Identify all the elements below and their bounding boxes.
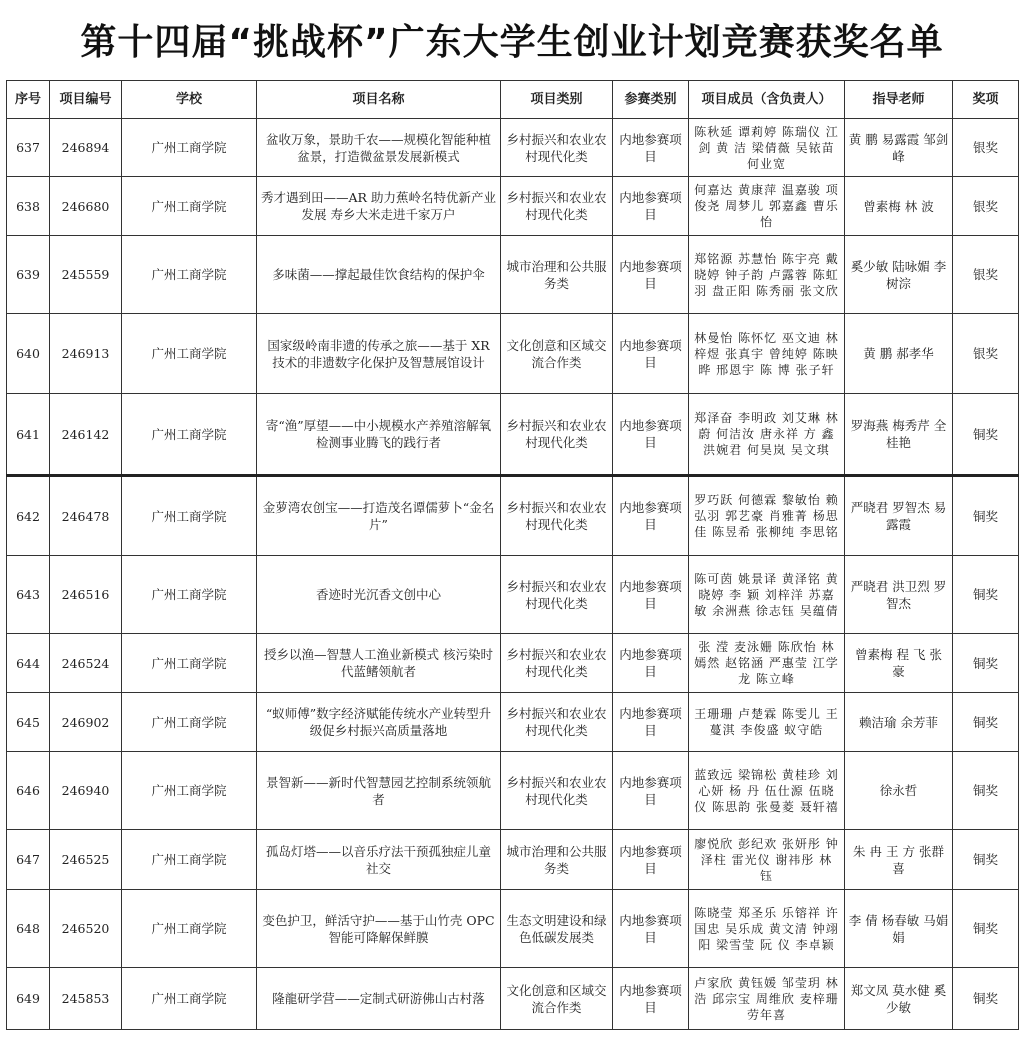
cell-code: 246680 [50,177,122,236]
cell-code: 246142 [50,394,122,476]
cell-project: “蚁师傅”数字经济赋能传统水产业转型升 级促乡村振兴高质量落地 [257,693,501,752]
cell-project: 变色护卫，鲜活守护——基于山竹壳 OPC 智能可降解保鲜膜 [257,890,501,968]
cell-project: 景智新——新时代智慧园艺控制系统领航者 [257,752,501,830]
table-row [7,476,1019,556]
cell-award: 银奖 [953,119,1019,177]
cell-teachers: 赖洁瑜 余芳菲 [845,693,953,752]
cell-school: 广州工商学院 [122,693,257,752]
cell-school: 广州工商学院 [122,177,257,236]
cell-teachers: 朱 冉 王 方 张群喜 [845,830,953,890]
cell-members: 郑铭源 苏慧怡 陈宇亮 戴晓婷 钟子韵 卢露蓉 陈虹羽 盘正阳 陈秀丽 张文欣 [689,236,845,314]
cell-code: 246520 [50,890,122,968]
cell-code: 246478 [50,476,122,556]
cell-members: 王珊珊 卢楚霖 陈雯儿 王蔓淇 李俊盛 蚁守皓 [689,693,845,752]
cell-seq: 642 [7,476,50,556]
cell-category: 文化创意和区域交流合作类 [501,968,613,1030]
cell-award: 铜奖 [953,556,1019,634]
cell-award: 铜奖 [953,968,1019,1030]
cell-entry: 内地参赛项目 [613,693,689,752]
cell-project: 金萝湾农创宝——打造茂名谭儒萝卜“金名片” [257,476,501,556]
cell-teachers: 曾素梅 林 波 [845,177,953,236]
table-row [7,556,1019,634]
cell-entry: 内地参赛项目 [613,394,689,476]
cell-members: 蓝致远 梁锦松 黄桂珍 刘心妍 杨 丹 伍仕源 伍晓仪 陈思韵 张曼菱 聂轩禧 [689,752,845,830]
cell-school: 广州工商学院 [122,634,257,693]
cell-entry: 内地参赛项目 [613,119,689,177]
cell-seq: 644 [7,634,50,693]
table-row [7,314,1019,394]
table-row [7,693,1019,752]
cell-teachers: 徐永哲 [845,752,953,830]
cell-code: 245559 [50,236,122,314]
header-entry: 参赛类别 [613,81,689,119]
cell-award: 铜奖 [953,394,1019,476]
cell-code: 245853 [50,968,122,1030]
cell-award: 银奖 [953,314,1019,394]
cell-school: 广州工商学院 [122,394,257,476]
header-seq: 序号 [7,81,50,119]
cell-award: 铜奖 [953,634,1019,693]
cell-teachers: 李 倩 杨春敏 马娟娟 [845,890,953,968]
cell-seq: 648 [7,890,50,968]
cell-entry: 内地参赛项目 [613,968,689,1030]
cell-category: 乡村振兴和农业农村现代化类 [501,752,613,830]
cell-category: 乡村振兴和农业农村现代化类 [501,634,613,693]
cell-seq: 638 [7,177,50,236]
cell-award: 铜奖 [953,830,1019,890]
cell-award: 铜奖 [953,890,1019,968]
cell-teachers: 严晓君 罗智杰 易露霞 [845,476,953,556]
cell-category: 乡村振兴和农业农村现代化类 [501,394,613,476]
cell-school: 广州工商学院 [122,119,257,177]
cell-entry: 内地参赛项目 [613,314,689,394]
header-school: 学校 [122,81,257,119]
cell-seq: 643 [7,556,50,634]
cell-category: 乡村振兴和农业农村现代化类 [501,177,613,236]
header-project: 项目名称 [257,81,501,119]
cell-members: 郑泽奋 李明政 刘艾琳 林 蔚 何洁汝 唐永祥 方 鑫 洪婉君 何昊岚 吴文琪 [689,394,845,476]
cell-school: 广州工商学院 [122,476,257,556]
cell-seq: 645 [7,693,50,752]
table-header-row [7,81,1019,119]
cell-seq: 641 [7,394,50,476]
cell-code: 246913 [50,314,122,394]
cell-code: 246525 [50,830,122,890]
cell-school: 广州工商学院 [122,314,257,394]
cell-teachers: 郑文凤 莫水健 奚少敏 [845,968,953,1030]
cell-code: 246894 [50,119,122,177]
cell-entry: 内地参赛项目 [613,177,689,236]
cell-category: 生态文明建设和绿色低碳发展类 [501,890,613,968]
table-row [7,752,1019,830]
cell-members: 陈晓莹 郑圣乐 乐镕祥 许国忠 吴乐成 黄文清 钟翊阳 梁雪莹 阮 仪 李卓颖 [689,890,845,968]
cell-teachers: 黄 鹏 易露霞 邹剑峰 [845,119,953,177]
cell-project: 多味菌——撑起最佳饮食结构的保护伞 [257,236,501,314]
table-row [7,634,1019,693]
cell-members: 卢家欣 黄钰媛 邹莹玥 林 浩 邱宗宝 周维欣 麦梓珊 劳年喜 [689,968,845,1030]
cell-school: 广州工商学院 [122,236,257,314]
cell-award: 铜奖 [953,752,1019,830]
cell-award: 铜奖 [953,693,1019,752]
cell-members: 陈秋延 谭莉婷 陈瑞仪 江 剑 黄 洁 梁倩薇 吴铱苗 何业宽 [689,119,845,177]
table-row [7,968,1019,1030]
table-row [7,119,1019,177]
cell-teachers: 罗海燕 梅秀芹 全桂艳 [845,394,953,476]
cell-project: 授乡以渔—智慧人工渔业新模式 核污染时代蓝鳍领航者 [257,634,501,693]
cell-entry: 内地参赛项目 [613,236,689,314]
table-row [7,177,1019,236]
table-row [7,394,1019,476]
table-row [7,890,1019,968]
cell-school: 广州工商学院 [122,556,257,634]
page-title: 第十四届“挑战杯”广东大学生创业计划竞赛获奖名单 [80,22,944,63]
cell-category: 乡村振兴和农业农村现代化类 [501,556,613,634]
cell-members: 罗巧跃 何德霖 黎敏怡 赖弘羽 郭艺豪 肖雅菁 杨思佳 陈昱希 张柳纯 李思铭 [689,476,845,556]
header-award: 奖项 [953,81,1019,119]
cell-category: 文化创意和区域交流合作类 [501,314,613,394]
cell-project: 香迹时光沉香文创中心 [257,556,501,634]
cell-entry: 内地参赛项目 [613,752,689,830]
cell-project: 寄“渔”厚望——中小规模水产养殖溶解氧检测事业腾飞的践行者 [257,394,501,476]
cell-project: 国家级岭南非遗的传承之旅——基于 XR 技术的非遗数字化保护及智慧展馆设计 [257,314,501,394]
award-table [6,80,1019,1030]
cell-school: 广州工商学院 [122,830,257,890]
cell-teachers: 严晓君 洪卫烈 罗智杰 [845,556,953,634]
cell-entry: 内地参赛项目 [613,476,689,556]
cell-seq: 639 [7,236,50,314]
header-teachers: 指导老师 [845,81,953,119]
table-row [7,830,1019,890]
table-row [7,236,1019,314]
cell-category: 乡村振兴和农业农村现代化类 [501,476,613,556]
cell-entry: 内地参赛项目 [613,556,689,634]
cell-school: 广州工商学院 [122,890,257,968]
cell-category: 乡村振兴和农业农村现代化类 [501,119,613,177]
header-members: 项目成员（含负责人） [689,81,845,119]
cell-project: 隆龍研学营——定制式研游佛山古村落 [257,968,501,1030]
cell-entry: 内地参赛项目 [613,634,689,693]
cell-category: 城市治理和公共服务类 [501,830,613,890]
cell-school: 广州工商学院 [122,752,257,830]
cell-members: 何嘉达 黄康萍 温嘉骏 项俊尧 周梦儿 郭嘉鑫 曹乐怡 [689,177,845,236]
header-category: 项目类别 [501,81,613,119]
cell-seq: 646 [7,752,50,830]
cell-code: 246940 [50,752,122,830]
cell-members: 廖悦欣 彭纪欢 张妍彤 钟泽柱 雷光仪 谢祎彤 林 钰 [689,830,845,890]
cell-project: 秀才遇到田——AR 助力蕉岭名特优新产业发展 寿乡大米走进千家万户 [257,177,501,236]
cell-project: 盆收万象，景助千农——规模化智能种植盆景，打造微盆景发展新模式 [257,119,501,177]
cell-entry: 内地参赛项目 [613,830,689,890]
cell-teachers: 黄 鹏 郝孝华 [845,314,953,394]
cell-school: 广州工商学院 [122,968,257,1030]
cell-seq: 649 [7,968,50,1030]
cell-seq: 637 [7,119,50,177]
cell-code: 246516 [50,556,122,634]
cell-entry: 内地参赛项目 [613,890,689,968]
cell-award: 银奖 [953,236,1019,314]
header-code: 项目编号 [50,81,122,119]
cell-category: 乡村振兴和农业农村现代化类 [501,693,613,752]
cell-members: 陈可茵 姚景译 黄泽铭 黄晓婷 李 颖 刘梓洋 苏嘉敏 余洲燕 徐志钰 吴蕴倩 [689,556,845,634]
cell-code: 246902 [50,693,122,752]
cell-members: 张 滢 麦泳姗 陈欣怡 林嫣然 赵铭涵 严惠莹 江学龙 陈立峰 [689,634,845,693]
cell-category: 城市治理和公共服务类 [501,236,613,314]
cell-seq: 640 [7,314,50,394]
cell-teachers: 奚少敏 陆咏媚 李树淙 [845,236,953,314]
cell-project: 孤岛灯塔——以音乐疗法干预孤独症儿童社交 [257,830,501,890]
cell-teachers: 曾素梅 程 飞 张 豪 [845,634,953,693]
cell-award: 银奖 [953,177,1019,236]
cell-members: 林曼怡 陈怀忆 巫文迪 林梓煜 张真宇 曾纯婷 陈映晔 邢恩宇 陈 博 张子轩 [689,314,845,394]
cell-code: 246524 [50,634,122,693]
cell-award: 铜奖 [953,476,1019,556]
cell-seq: 647 [7,830,50,890]
